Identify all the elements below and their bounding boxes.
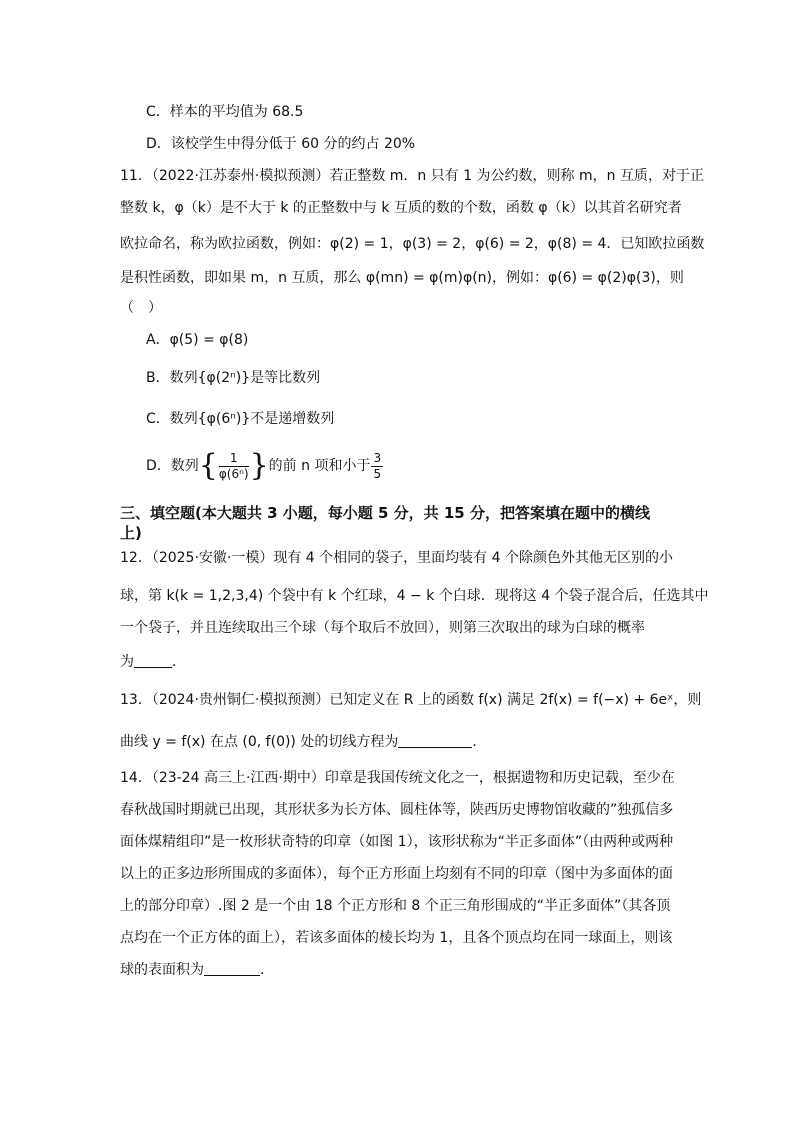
section-three-title: 三、填空题(本大题共 3 小题，每小题 5 分，共 15 分，把答案填在题中的横线	[120, 504, 650, 522]
fraction-numerator: 1	[219, 451, 249, 467]
q11-option-d	[146, 446, 384, 486]
answer-blank-12[interactable]	[134, 653, 172, 668]
q11-line-3: 欧拉命名，称为欧拉函数，例如：φ(2) = 1，φ(3) = 2，φ(6) = 2，φ(8) = 4．已知欧拉函数	[120, 236, 705, 252]
q11-option-d-middle: 的前 n 项和小于	[268, 458, 371, 474]
q14-line-5: 上的部分印章）.图 2 是一个由 18 个正方形和 8 个正三角形围成的“半正多面体”（其各顶	[120, 898, 671, 914]
fraction-three-fifths	[371, 451, 383, 482]
q12-line-1: 12．（2025·安徽·一模）现有 4 个相同的袋子，里面均装有 4 个除颜色外其他无区别的小	[120, 550, 673, 566]
q13-line-1: 13．（2024·贵州铜仁·模拟预测）已知定义在 R 上的函数 f(x) 满足 2f(x) = f(−x) + 6eˣ，则	[120, 692, 702, 708]
answer-blank-13[interactable]	[398, 733, 472, 748]
q11-option-c: C．数列{φ(6ⁿ)}不是递增数列	[146, 411, 335, 427]
q12-line-3: 一个袋子，并且连续取出三个球（每个取后不放回），则第三次取出的球为白球的概率	[120, 620, 645, 636]
q14-line-6: 点均在一个正方体的面上），若该多面体的棱长均为 1，且各个顶点均在同一球面上，则该	[120, 930, 673, 946]
right-brace: }	[249, 448, 269, 483]
fraction-five: 5	[373, 466, 382, 481]
fraction-denominator: φ(6ⁿ)	[218, 466, 249, 481]
fraction-three: 3	[373, 450, 382, 465]
answer-blank-14[interactable]	[204, 961, 260, 976]
q12-line-4-text: 为	[120, 654, 134, 670]
q14-line-7	[120, 960, 264, 980]
q12-line-2: 球，第 k(k = 1,2,3,4) 个袋中有 k 个红球，4 − k 个白球．现将这 4 个袋子混合后，任选其中	[120, 588, 709, 604]
section-three-title-cont: 上)	[120, 524, 142, 542]
q11-option-b: B．数列{φ(2ⁿ)}是等比数列	[146, 370, 321, 386]
option-d-previous: D．该校学生中得分低于 60 分的约占 20%	[146, 136, 416, 152]
q11-line-1: 11．（2022·江苏泰州·模拟预测）若正整数 m．n 只有 1 为公约数，则称 m，n 互质，对于正	[120, 168, 704, 184]
q12-line-4-end: ．	[172, 654, 186, 670]
q13-line-2-end: ．	[472, 734, 487, 750]
q11-line-2: 整数 k，φ（k）是不大于 k 的正整数中与 k 互质的数的个数，函数 φ（k）以其首名研究者	[120, 200, 682, 216]
q14-line-3: 面体煤精组印”是一枚形状奇特的印章（如图 1），该形状称为“半正多面体”（由两种或两种	[120, 834, 674, 850]
q11-option-d-prefix: D．数列	[146, 458, 199, 474]
fraction-reciprocal	[219, 451, 249, 482]
q14-line-1: 14．（23-24 高三上·江西·期中）印章是我国传统文化之一，根据遗物和历史记载，至少在	[120, 770, 675, 786]
q11-line-5: （ ）	[120, 300, 162, 316]
q14-line-2: 春秋战国时期就已出现，其形状多为长方体、圆柱体等，陕西历史博物馆收藏的”独孤信多	[120, 802, 674, 818]
q12-line-4	[120, 652, 186, 672]
q13-line-2	[120, 732, 486, 752]
q13-line-2-text: 曲线 y = f(x) 在点 (0, f(0)) 处的切线方程为	[120, 734, 399, 750]
q14-line-7-end: .	[260, 962, 265, 978]
q14-line-7-text: 球的表面积为	[120, 962, 204, 978]
q11-line-4: 是积性函数，即如果 m，n 互质，那么 φ(mn) = φ(m)φ(n)，例如：φ(6) = φ(2)φ(3)，则	[120, 270, 684, 286]
q14-line-4: 以上的正多边形所围成的多面体），每个正方形面上均刻有不同的印章（图中为多面体的面	[120, 866, 673, 882]
left-brace: {	[198, 448, 218, 483]
option-c-previous: C．样本的平均值为 68.5	[146, 104, 304, 120]
q11-option-a: A．φ(5) = φ(8)	[146, 332, 249, 348]
